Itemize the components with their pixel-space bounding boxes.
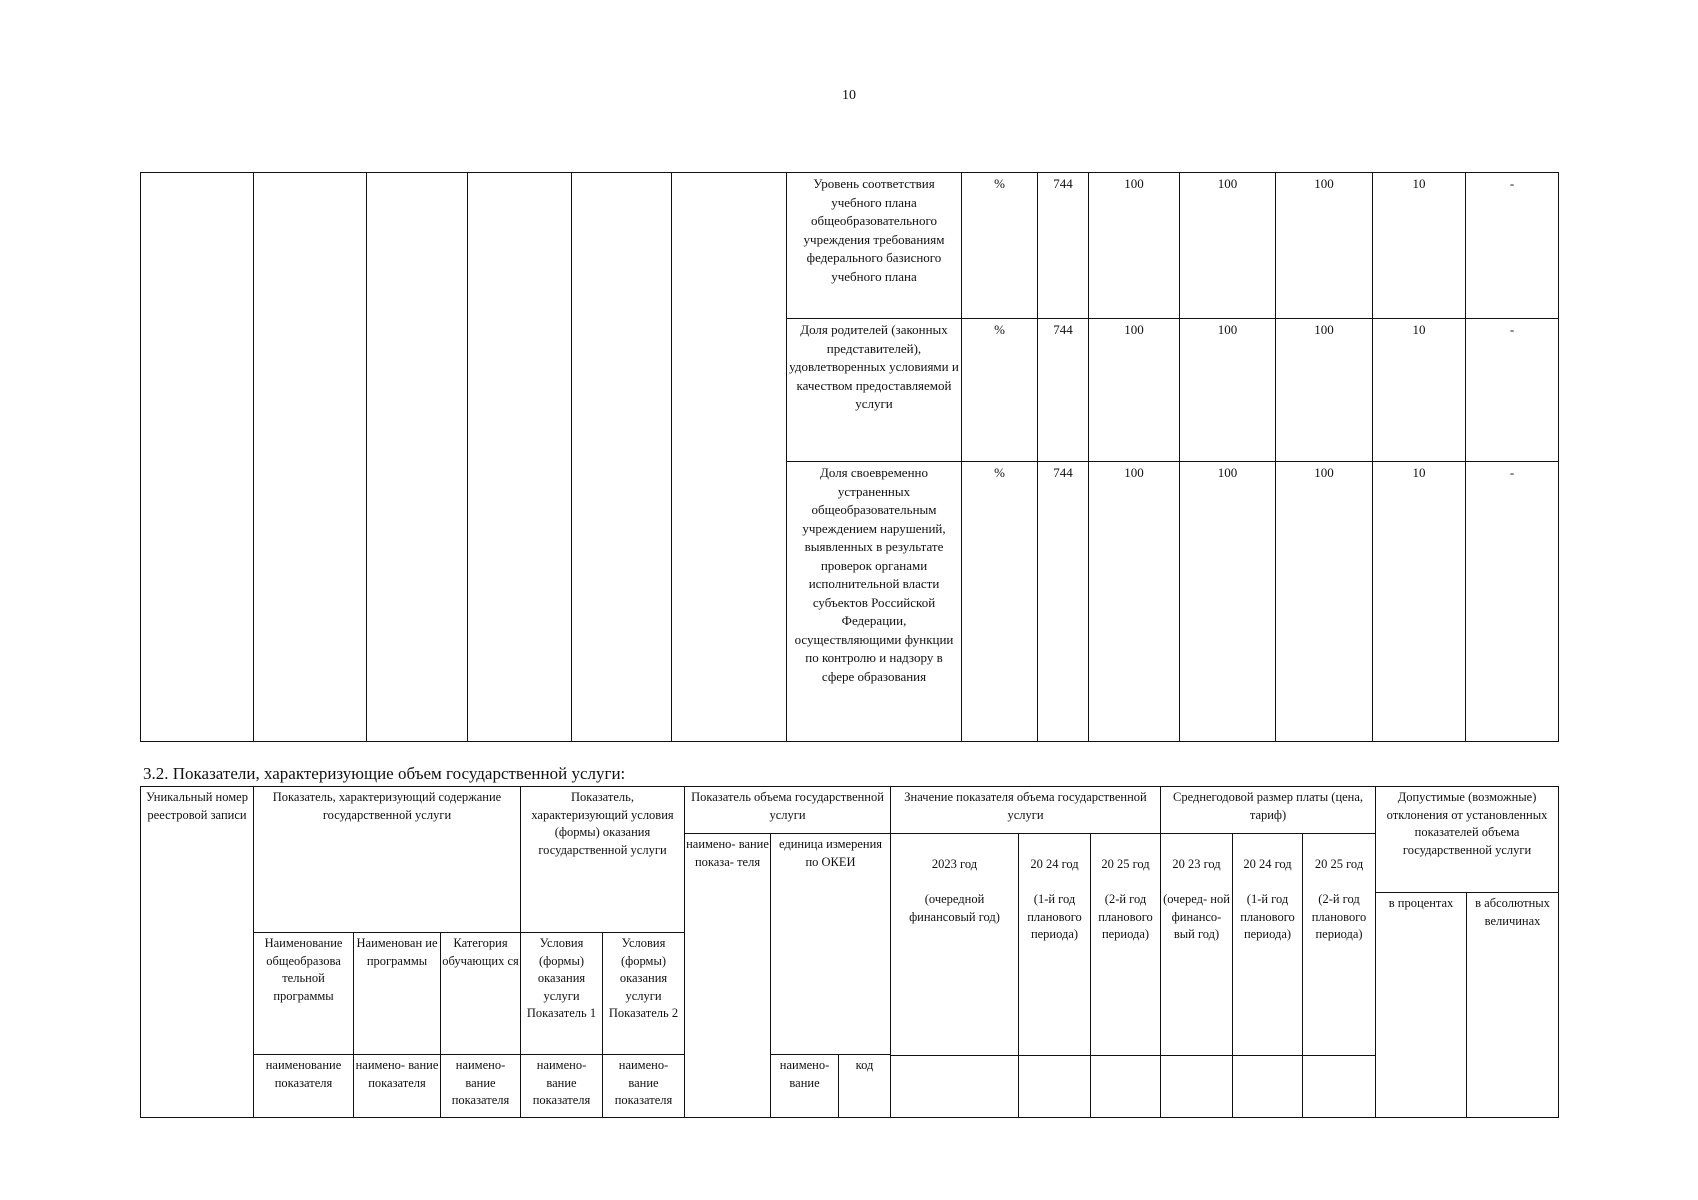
value-2024: 100 — [1180, 173, 1276, 319]
indicator-name: Доля своевременно устраненных общеобразовательным учреждением нарушений, выявленных в результате проверок органами исполнительной власти субъектов Российской Федерации, осуществляющими функции по контролю и надзору в сфере образования — [787, 462, 962, 742]
year-suffix: год — [1132, 857, 1150, 871]
deviation-absolute: - — [1466, 462, 1559, 742]
header-deviation-percent: в процентах — [1376, 893, 1467, 1118]
empty-cell — [254, 173, 367, 742]
value-2023: 100 — [1089, 319, 1180, 462]
year-prefix: 20 — [1101, 857, 1114, 871]
unit-cell: % — [962, 173, 1038, 319]
header-volume-indicator: Показатель объема государственной услуги — [685, 787, 891, 834]
r-name-1: наименование показателя — [254, 1055, 354, 1118]
volume-indicators-table — [140, 786, 1559, 1118]
table-row — [141, 173, 1559, 319]
year-digits: 25 — [1116, 857, 1130, 871]
indicator-name: Доля родителей (законных представителей), удовлетворенных условиями и качеством предоставляемой услуги — [787, 319, 962, 462]
quality-indicators-table — [140, 172, 1559, 742]
year-suffix: год — [1346, 857, 1364, 871]
indicator-name: Уровень соответствия учебного плана общеобразовательного учреждения требованиям федерального базисного учебного плана — [787, 173, 962, 319]
header-indicator-name: наимено- вание показа- теля — [685, 834, 771, 1118]
empty-cell — [891, 1056, 1019, 1118]
header-year-2024 — [1019, 834, 1091, 1056]
empty-cell — [1303, 1056, 1376, 1118]
header-year-2023 — [891, 834, 1019, 1056]
header-volume-value: Значение показателя объема государственной услуги — [891, 787, 1161, 834]
page-number: 10 — [842, 88, 856, 103]
header-service-content: Показатель, характеризующий содержание государственной услуги — [254, 787, 521, 933]
header-registry-number: Уникальный номер реестровой записи — [141, 787, 254, 1118]
year-suffix: год — [1203, 857, 1221, 871]
unit-cell: % — [962, 462, 1038, 742]
year-digits: 24 — [1045, 857, 1059, 871]
code-cell: 744 — [1038, 319, 1089, 462]
code-cell: 744 — [1038, 173, 1089, 319]
header-edu-program: Наименование общеобразова тельной программы — [254, 933, 354, 1055]
header-unit-code: код — [839, 1055, 891, 1118]
year-digits: 25 — [1330, 857, 1343, 871]
r-name-4: наимено- вание показателя — [521, 1055, 603, 1118]
header-fee-2023 — [1161, 834, 1233, 1056]
r-name-2: наимено- вание показателя — [354, 1055, 441, 1118]
r-name-3: наимено- вание показателя — [441, 1055, 521, 1118]
header-unit-okei: единица измерения по ОКЕИ — [771, 834, 891, 1055]
deviation-percent: 10 — [1373, 462, 1466, 742]
empty-cell — [1161, 1056, 1233, 1118]
header-condition-1: Условия (формы) оказания услуги Показатель 1 — [521, 933, 603, 1055]
year-2024-sub: (1-й год планового периода) — [1027, 892, 1082, 941]
section-heading: 3.2. Показатели, характеризующие объем государственной услуги: — [143, 764, 626, 783]
value-2023: 100 — [1089, 173, 1180, 319]
value-2024: 100 — [1180, 319, 1276, 462]
empty-cell — [468, 173, 572, 742]
empty-cell — [367, 173, 468, 742]
value-2025: 100 — [1276, 319, 1373, 462]
header-unit-name: наимено- вание — [771, 1055, 839, 1118]
header-average-fee: Среднегодовой размер платы (цена, тариф) — [1161, 787, 1376, 834]
empty-cell — [572, 173, 672, 742]
year-2025-sub: (2-й год планового периода) — [1098, 892, 1153, 941]
r-name-5: наимено- вание показателя — [603, 1055, 685, 1118]
header-fee-2025 — [1303, 834, 1376, 1056]
empty-cell — [1019, 1056, 1091, 1118]
year-2023-label: 2023 год — [931, 857, 978, 871]
value-2025: 100 — [1276, 173, 1373, 319]
empty-cell — [672, 173, 787, 742]
value-2023: 100 — [1089, 462, 1180, 742]
header-student-category: Категория обучающих ся — [441, 933, 521, 1055]
header-allowed-deviation: Допустимые (возможные) отклонения от установленных показателей объема государственной услуги — [1376, 787, 1559, 893]
fee-2025-sub: (2-й год планового периода) — [1311, 892, 1367, 941]
deviation-absolute: - — [1466, 319, 1559, 462]
fee-2023-sub: (очеред- ной финансо- вый год) — [1163, 892, 1230, 941]
empty-cell — [141, 173, 254, 742]
year-digits: 24 — [1258, 857, 1272, 871]
year-prefix: 20 — [1243, 857, 1256, 871]
year-prefix: 20 — [1314, 857, 1328, 871]
year-prefix: 20 — [1030, 857, 1043, 871]
unit-cell: % — [962, 319, 1038, 462]
deviation-percent: 10 — [1373, 173, 1466, 319]
header-fee-2024 — [1233, 834, 1303, 1056]
header-deviation-absolute: в абсолютных величинах — [1467, 893, 1559, 1118]
year-suffix: год — [1274, 857, 1292, 871]
fee-2024-sub: (1-й год планового периода) — [1240, 892, 1295, 941]
empty-cell — [1233, 1056, 1303, 1118]
value-2024: 100 — [1180, 462, 1276, 742]
year-digits: 23 — [1187, 857, 1201, 871]
code-cell: 744 — [1038, 462, 1089, 742]
header-service-conditions: Показатель, характеризующий условия (формы) оказания государственной услуги — [521, 787, 685, 933]
header-year-2025 — [1091, 834, 1161, 1056]
year-2023-sub: (очередной финансовый год) — [909, 892, 1000, 924]
header-condition-2: Условия (формы) оказания услуги Показатель 2 — [603, 933, 685, 1055]
year-suffix: год — [1061, 857, 1079, 871]
year-prefix: 20 — [1172, 857, 1185, 871]
header-row — [141, 787, 1559, 834]
value-2025: 100 — [1276, 462, 1373, 742]
empty-cell — [1091, 1056, 1161, 1118]
deviation-absolute: - — [1466, 173, 1559, 319]
header-program-name: Наименован ие программы — [354, 933, 441, 1055]
deviation-percent: 10 — [1373, 319, 1466, 462]
